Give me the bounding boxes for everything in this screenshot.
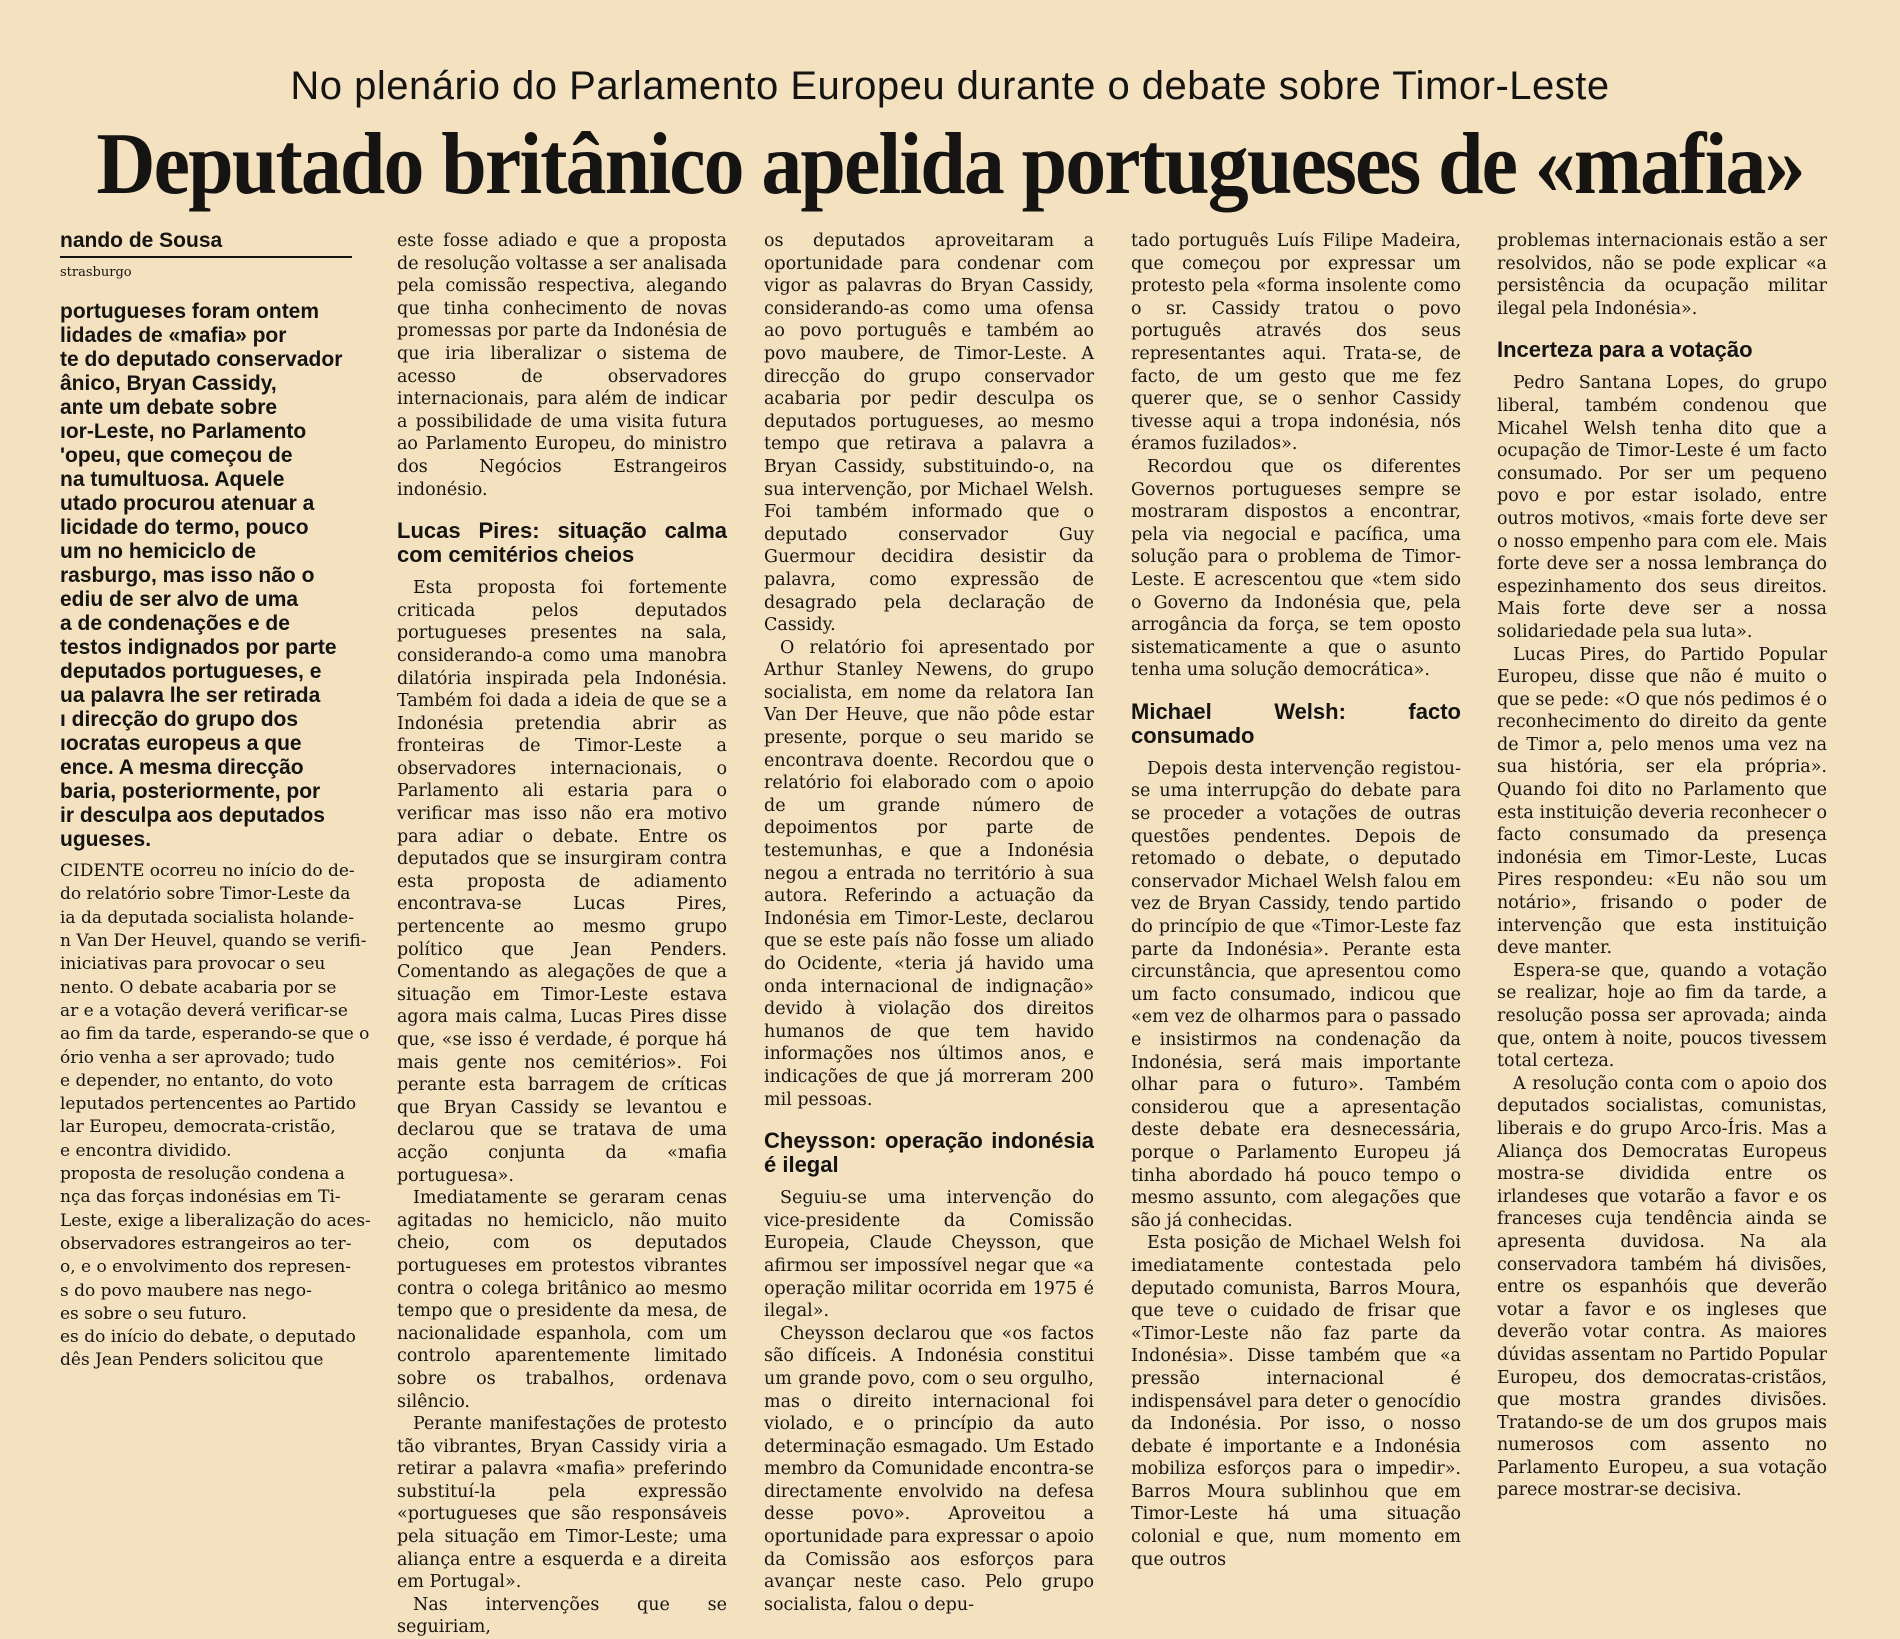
dateline: strasburgo (60, 264, 132, 280)
lead-line: um no hemiciclo de (60, 540, 257, 564)
lead-line: na tumultuosa. Aquele (60, 468, 285, 492)
paragraph: Pedro Santana Lopes, do grupo liberal, também condenou que Micahel Welsh tenha dito que a ocupação de Timor-Leste é um facto consumado. Por ser um pequeno povo e por estar isolado, entre outros motivos, «mais forte deve ser o nosso empenho para com ele. Mais forte deve ser a nossa lembrança do espezinhamento dos seus direitos. Mais forte deve ser a nossa solidariedade pela sua luta». (1497, 373, 1827, 642)
subheading: Lucas Pires: situação calma com cemitérios cheios (397, 518, 727, 568)
body-line: nça das forças indonésias em Ti- (60, 1187, 341, 1208)
body-line: es do início do debate, o deputado (60, 1327, 356, 1348)
body-line: CIDENTE ocorreu no início do de- (60, 861, 355, 882)
paragraph: tado português Luís Filipe Madeira, que começou por expressar um protesto pela «forma insolente como o sr. Cassidy tratou o povo português através dos seus representantes aqui. Trata-se, de facto, de um gesto que me fez querer que, se o senhor Cassidy tivesse aqui a tropa indonésia, nós éramos fuzilados». (1131, 231, 1461, 455)
body-line: ar e a votação deverá verificar-se (60, 1000, 348, 1021)
body-line: s do povo maubere nas nego- (60, 1280, 312, 1301)
subheading: Michael Welsh: facto consumado (1131, 698, 1461, 748)
column-4 (1131, 230, 1461, 1570)
lead-line: ir desculpa aos deputados (60, 804, 325, 828)
paragraph: A resolução conta com o apoio dos deputados socialistas, comunistas, liberais e do grupo Arco-Íris. Mas a Aliança dos Democratas Europeus mostra-se dividida entre os irlandeses que votarão a favor e os franceses cuja tendência ainda se apresenta duvidosa. Na ala conservadora também há divisões, entre os espanhóis que deverão votar a favor e os ingleses que deverão votar contra. As maiores dúvidas assentam no Partido Popular Europeu, dos democratas-cristãos, que mostra grandes divisões. Tratando-se de um dos grupos mais numerosos com assento no Parlamento Europeu, a sua votação parece mostrar-se decisiva. (1497, 1073, 1827, 1501)
body-line: Leste, exige a liberalização do aces- (60, 1210, 371, 1231)
lead-line: ua palavra lhe ser retirada (60, 684, 321, 708)
column-2 (397, 230, 727, 1638)
lead-line: ugueses. (60, 828, 152, 852)
paragraph: Perante manifestações de protesto tão vibrantes, Bryan Cassidy viria a retirar a palavra «mafia» preferindo substituí-la pela expressão «portugueses que são responsáveis pela situação em Timor-Leste; uma aliança entre a esquerda e a direita em Portugal». (397, 1414, 727, 1593)
lead-paragraph (60, 300, 352, 852)
paragraph: O relatório foi apresentado por Arthur Stanley Newens, do grupo socialista, em nome da relatora Ian Van Der Heuve, que não pôde estar presente, porque o seu marido se encontrava doente. Recordou que o relatório foi elaborado com o apoio de um grande número de depoimentos por parte de testemunhas, e que a Indonésia negou a entrada no território à sua autora. Referindo a actuação da Indonésia em Timor-Leste, declarou que se este país não fosse um aliado do Ocidente, «teria já havido uma onda internacional de indignação» devido à violação dos direitos humanos de que tem havido informações nos últimos anos, e indicações de que já morreram 200 mil pessoas. (764, 637, 1094, 1110)
paragraph: Cheysson declarou que «os factos são difíceis. A Indonésia constitui um grande povo, com o seu orgulho, mas o direito internacional foi violado, e o princípio da auto determinação esmagado. Um Estado membro da Comunidade encontra-se directamente envolvido na defesa desse povo». Aproveitou a oportunidade para expressar o apoio da Comissão aos esforços para avançar neste caso. Pelo grupo socialista, falou o depu- (764, 1323, 1094, 1615)
lead-line: testos indignados por parte (60, 636, 337, 660)
body-line: e depender, no entanto, do voto (60, 1070, 334, 1091)
body-line: observadores estrangeiros ao ter- (60, 1233, 352, 1254)
body-line: ório venha a ser aprovado; tudo (60, 1047, 335, 1068)
body-line: iniciativas para provocar o seu (60, 954, 326, 975)
body-line: proposta de resolução condena a (60, 1164, 345, 1185)
byline: nando de Sousa (60, 230, 352, 258)
paragraph: Esta proposta foi fortemente criticada pelos deputados portugueses presentes na sala, considerando-a como uma manobra dilatória inspirada pela Indonésia. Também foi dada a ideia de que se a Indonésia pretendia abrir as fronteiras de Timor-Leste a observadores internacionais, o Parlamento ali estaria para o verificar mas isso não era motivo para adiar o debate. Entre os deputados que se insurgiram contra esta proposta de adiamento encontrava-se Lucas Pires, pertencente ao mesmo grupo político que Jean Penders. Comentando as alegações de que a situação em Timor-Leste estava agora mais calma, Lucas Pires disse que, «se isso é verdade, é porque há mais gente nos cemitérios». Foi perante esta barragem de críticas que Bryan Cassidy se levantou e declarou que se tratava de uma acção conjunta da «mafia portuguesa». (397, 578, 727, 1186)
paragraph: Lucas Pires, do Partido Popular Europeu, disse que não é muito o que se pede: «O que nós pedimos é o reconhecimento do direito da gente de Timor a, pelo menos uma vez na sua história, ser ela própria». Quando foi dito no Parlamento que esta instituição deveria reconhecer o facto consumado da presença indonésia em Timor-Leste, Lucas Pires respondeu: «Eu não sou um notário», frisando o poder de intervenção que esta instituição deve manter. (1497, 644, 1827, 959)
lead-line: portugueses foram ontem (60, 300, 320, 324)
lead-line: licidade do termo, pouco (60, 516, 309, 540)
body-line: o, e o envolvimento dos represen- (60, 1257, 352, 1278)
body-line: dês Jean Penders solicitou que (60, 1350, 324, 1371)
body-line: leputados pertencentes ao Partido (60, 1094, 357, 1115)
lead-line: te do deputado conservador (60, 348, 343, 372)
paragraph: Nas intervenções que se seguiriam, (397, 1594, 727, 1638)
paragraph: Depois desta intervenção registou-se uma interrupção do debate para se proceder a votações de outras questões pendentes. Depois de retomado o debate, o deputado conservador Michael Welsh falou em vez de Bryan Cassidy, tendo partido do princípio de que «Timor-Leste faz parte da Indonésia». Perante esta circunstância, que apresentou como um facto consumado, indicou que «em vez de olharmos para o passado e insistirmos na condenação da Indonésia, será mais importante olhar para o futuro». Também considerou que a apresentação deste debate era desnecessária, porque o Parlamento Europeu já tinha abordado há pouco tempo o mesmo assunto, com alegações que são já conhecidas. (1131, 758, 1461, 1231)
body-line: do relatório sobre Timor-Leste da (60, 884, 351, 905)
paragraph: Espera-se que, quando a votação se realizar, hoje ao fim da tarde, a resolução possa ser aprovada; ainda que, ontem à noite, poucos tivessem total certeza. (1497, 960, 1827, 1072)
subheading: Cheysson: operação indonésia é ilegal (764, 1128, 1094, 1178)
paragraph: Seguiu-se uma intervenção do vice-presidente da Comissão Europeia, Claude Cheysson, que afirmou ser impossível negar que «a operação militar ocorrida em 1975 é ilegal». (764, 1188, 1094, 1322)
lead-line: utado procurou atenuar a (60, 492, 315, 516)
body-line: ia da deputada socialista holande- (60, 907, 354, 928)
lead-line: deputados portugueses, e (60, 660, 322, 684)
body-line: lar Europeu, democrata-cristão, (60, 1117, 336, 1138)
body-line: ao fim da tarde, esperando-se que o (60, 1024, 370, 1045)
lead-line: ıocratas europeus a que (60, 732, 302, 756)
lead-line: baria, posteriormente, por (60, 780, 321, 804)
column-1 (60, 229, 371, 1371)
paragraph: Esta posição de Michael Welsh foi imediatamente contestada pelo deputado comunista, Barros Moura, que teve o cuidado de frisar que «Timor-Leste não faz parte da Indonésia». Disse também que «a pressão internacional é indispensável para deter o genocídio da Indonésia. Por isso, o nosso debate é importante e a Indonésia mobiliza esforços para o impedir». Barros Moura sublinhou que em Timor-Leste há uma situação colonial e que, num momento em que outros (1131, 1233, 1461, 1570)
paragraph: os deputados aproveitaram a oportunidade para condenar com vigor as palavras do Bryan Cassidy, considerando-as como uma ofensa ao povo português e também ao povo maubere, de Timor-Leste. A direcção do grupo conservador acabaria por pedir desculpa os deputados portugueses, ao mesmo tempo que retirava a palavra a Bryan Cassidy, substituindo-o, na sua intervenção, por Michael Welsh. Foi também informado que o deputado conservador Guy Guermour decidira desistir da palavra, como expressão de desagrado pela declaração de Cassidy. (764, 231, 1094, 636)
lead-line: ence. A mesma direcção (60, 756, 304, 780)
body-line: e encontra dividido. (60, 1140, 232, 1161)
lead-line: 'opeu, que começou de (60, 444, 293, 468)
kicker: No plenário do Parlamento Europeu durante o debate sobre Timor-Leste (290, 64, 1610, 108)
paragraph: problemas internacionais estão a ser resolvidos, não se pode explicar «a persistência da ocupação militar ilegal pela Indonésia». (1497, 231, 1827, 319)
lead-line: ânico, Bryan Cassidy, (60, 372, 277, 396)
subheading: Incerteza para a votação (1497, 337, 1753, 363)
column-1-body (60, 860, 371, 1373)
lead-line: rasburgo, mas isso não o (60, 564, 315, 588)
lead-line: ı direcção do grupo dos (60, 708, 299, 732)
paragraph: Recordou que os diferentes Governos portugueses sempre se mostraram dispostos a encontrar, pela via negocial e pacífica, uma solução para o problema de Timor-Leste. E acrescentou que «tem sido o Governo da Indonésia que, pela arrogância da força, se tem oposto sistematicamente a que o asunto tenha uma solução democrática». (1131, 456, 1461, 681)
body-line: es sobre o seu futuro. (60, 1303, 247, 1324)
body-line: nento. O debate acabaria por se (60, 977, 337, 998)
body-line: n Van Der Heuvel, quando se verifi- (60, 931, 367, 952)
lead-line: a de condenações e de (60, 612, 290, 636)
lead-line: ante um debate sobre (60, 396, 278, 420)
paragraph: Imediatamente se geraram cenas agitadas no hemiciclo, não muito cheio, com os deputados portugueses em protestos vibrantes contra o colega britânico ao mesmo tempo que o presidente da mesa, de nacionalidade espanhola, com um controlo aparentemente limitado sobre os trabalhos, ordenava silêncio. (397, 1188, 727, 1412)
column-5 (1497, 230, 1827, 1501)
paragraph: este fosse adiado e que a proposta de resolução voltasse a ser analisada pela comissão respectiva, alegando que tinha conhecimento de novas promessas por parte da Indonésia de que iria liberalizar o sistema de acesso de observadores internacionais, para além de indicar a possibilidade de uma visita futura ao Parlamento Europeu, do ministro dos Negócios Estrangeiros indonésio. (397, 231, 727, 500)
lead-line: ıor-Leste, no Parlamento (60, 420, 307, 444)
lead-line: lidades de «mafia» por (60, 324, 287, 348)
column-3 (764, 230, 1094, 1615)
lead-line: ediu de ser alvo de uma (60, 588, 299, 612)
headline: Deputado britânico apelida portugueses de «mafia» (96, 116, 1804, 213)
